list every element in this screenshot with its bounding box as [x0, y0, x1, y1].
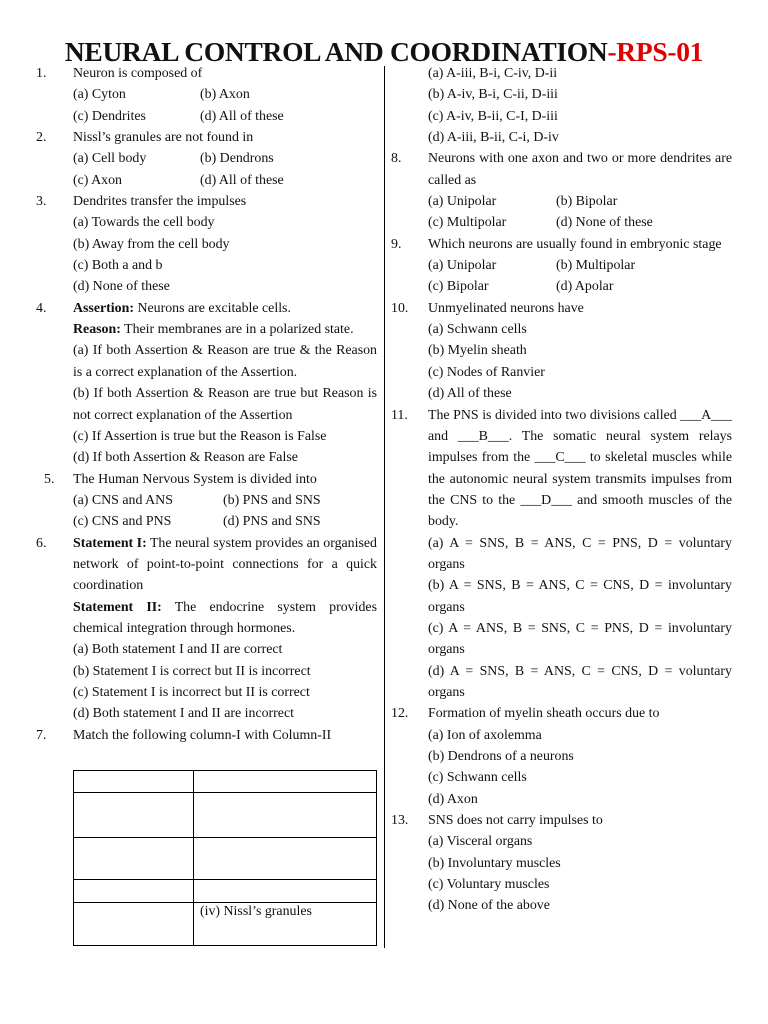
- option-d: (d) None of these: [556, 215, 653, 231]
- question-2: [36, 127, 377, 148]
- option-a: (a) Cell body: [73, 151, 147, 167]
- option-c: (c) A-iv, B-ii, C-I, D-iii: [428, 108, 558, 124]
- right-column: [391, 63, 732, 917]
- option-d: (d) A = SNS, B = ANS, C = CNS, D = voluntary organs: [428, 663, 732, 700]
- option-c: (c) Nodes of Ranvier: [428, 364, 545, 380]
- option-b: (b) If both Assertion & Reason are true but Reason is not correct explanation of the Assertion: [73, 386, 377, 423]
- option-d: (d) PNS and SNS: [223, 514, 321, 530]
- question-text: Dendrites transfer the impulses: [73, 194, 247, 210]
- option-a: (a) A-iii, B-i, C-iv, D-ii: [428, 66, 558, 81]
- question-text: Neurons with one axon and two or more dendrites are called as: [428, 151, 732, 188]
- option-a: (a) Both statement I and II are correct: [73, 642, 283, 658]
- option-d: (d) All of these: [200, 172, 284, 188]
- question-number: 12.: [391, 706, 409, 722]
- option-b: (b) PNS and SNS: [223, 492, 321, 508]
- option-a: (a) Cyton: [73, 87, 126, 103]
- option-b: (b) Myelin sheath: [428, 343, 527, 359]
- question-text: Match the following column-I with Column-II: [73, 727, 332, 743]
- question-number: 1.: [36, 66, 47, 81]
- question-text: Nissl’s granules are not found in: [73, 130, 254, 146]
- option-d: (d) None of the above: [428, 898, 550, 914]
- option-d: (d) Axon: [428, 791, 478, 807]
- question-number: 2.: [36, 130, 47, 146]
- option-d: (d) A-iii, B-ii, C-i, D-iv: [428, 130, 559, 146]
- option-b: (b) Away from the cell body: [73, 236, 230, 252]
- question-1: [36, 63, 377, 84]
- statement-1: [73, 533, 377, 597]
- reason: [73, 319, 377, 340]
- statement-2: [73, 597, 377, 640]
- options-row: [36, 490, 377, 511]
- table-cell: (iv) Nissl’s granules: [194, 903, 377, 946]
- column-divider: [384, 66, 385, 948]
- option-a: (a) CNS and ANS: [73, 492, 173, 508]
- reason-text: Their membranes are in a polarized state.: [120, 322, 354, 338]
- table-cell: [194, 838, 377, 880]
- option-b: (b) A-iv, B-i, C-ii, D-iii: [428, 87, 558, 103]
- options-row: [391, 255, 732, 276]
- question-3: [36, 191, 377, 212]
- option-d: (d) All of these: [428, 386, 512, 402]
- question-number: 6.: [36, 535, 47, 551]
- question-number: 4.: [36, 300, 47, 316]
- assertion-text: Neurons are excitable cells.: [133, 300, 291, 316]
- question-number: 8.: [391, 151, 402, 167]
- question-text: Which neurons are usually found in embryonic stage: [428, 236, 722, 252]
- question-number: 5.: [44, 471, 55, 487]
- assertion-label: Assertion:: [73, 300, 134, 316]
- option-c: (c) CNS and PNS: [73, 514, 172, 530]
- reason-label: Reason:: [73, 322, 121, 338]
- option-a: (a) Visceral organs: [428, 834, 533, 850]
- statement-1-text: The neural system provides an organised network of point-to-point connections for a quick coordination: [73, 535, 377, 594]
- option-c: (c) Axon: [73, 172, 122, 188]
- question-text: Neuron is composed of: [73, 66, 203, 81]
- option-b: (b) Involuntary muscles: [428, 855, 561, 871]
- question-number: 10.: [391, 300, 409, 316]
- title-main: NEURAL CONTROL AND COORDINATION: [64, 36, 608, 67]
- option-a: (a) Ion of axolemma: [428, 727, 542, 743]
- assertion: [73, 298, 377, 319]
- table-cell: [74, 771, 194, 793]
- option-c: (c) Schwann cells: [428, 770, 527, 786]
- option-d: (d) None of these: [73, 279, 170, 295]
- question-6: [36, 533, 377, 725]
- option-c: (c) Voluntary muscles: [428, 877, 550, 893]
- left-column: [36, 63, 377, 746]
- option-c: (c) Dendrites: [73, 108, 146, 124]
- option-c: (c) A = ANS, B = SNS, C = PNS, D = involuntary organs: [428, 620, 732, 658]
- question-number: 7.: [36, 727, 47, 743]
- options-row: [391, 191, 732, 212]
- option-b: (b) Multipolar: [556, 258, 636, 274]
- options-row: [36, 148, 377, 169]
- option-b: (b) Axon: [200, 87, 250, 103]
- statement-2-text: The endocrine system provides chemical integration through hormones.: [73, 599, 377, 636]
- option-a: (a) If both Assertion & Reason are true & the Reason is a correct explanation of the Assertion.: [73, 343, 377, 380]
- option-a: (a) Towards the cell body: [73, 215, 215, 231]
- question-text: Formation of myelin sheath occurs due to: [428, 706, 660, 722]
- question-text: Unmyelinated neurons have: [428, 300, 584, 316]
- options-row: [36, 511, 377, 532]
- table-cell: [74, 903, 194, 946]
- table-cell: [194, 880, 377, 903]
- option-c: (c) If Assertion is true but the Reason is False: [73, 428, 327, 444]
- option-c: (c) Multipolar: [428, 215, 507, 231]
- question-11: [391, 405, 732, 704]
- options-row: [391, 276, 732, 297]
- options-row: [391, 212, 732, 233]
- table-row: [74, 838, 377, 880]
- option-b: (b) Dendrons of a neurons: [428, 749, 574, 764]
- question-number: 9.: [391, 236, 402, 252]
- question-9: [391, 234, 732, 255]
- option-b: (b) Bipolar: [556, 194, 618, 210]
- option-c: (c) Statement I is incorrect but II is correct: [73, 684, 310, 700]
- option-a: (a) Schwann cells: [428, 322, 527, 338]
- question-10: [391, 298, 732, 319]
- statement-1-label: Statement I:: [73, 535, 147, 551]
- option-c: (c) Bipolar: [428, 279, 489, 295]
- question-13: [391, 810, 732, 831]
- question-text: SNS does not carry impulses to: [428, 813, 603, 829]
- option-d: (d) Apolar: [556, 279, 614, 295]
- options-row: [36, 84, 377, 105]
- question-12: [391, 703, 732, 724]
- option-a: (a) A = SNS, B = ANS, C = PNS, D = voluntary organs: [428, 535, 732, 572]
- option-b: (b) Statement I is correct but II is incorrect: [73, 663, 311, 679]
- option-d: (d) If both Assertion & Reason are False: [73, 450, 298, 466]
- question-text: The PNS is divided into two divisions called ___A___ and ___B___. The somatic neural system relays impulses from the ___C___ to skeletal muscles while the autonomic neural system transmits impulses from the CNS to the ___D___ and smooth muscles of the body.: [428, 407, 732, 530]
- options-row: [36, 106, 377, 127]
- table-cell: [74, 793, 194, 838]
- question-4: [36, 298, 377, 469]
- option-b: (b) A = SNS, B = ANS, C = CNS, D = involuntary organs: [428, 578, 732, 615]
- table-cell: [74, 838, 194, 880]
- option-c: (c) Both a and b: [73, 258, 163, 274]
- table-row: [74, 793, 377, 838]
- option-b: (b) Dendrons: [200, 151, 274, 167]
- table-cell: [74, 880, 194, 903]
- table-row: [74, 771, 377, 793]
- table-cell: [194, 793, 377, 838]
- question-text: The Human Nervous System is divided into: [73, 471, 317, 487]
- question-number: 13.: [391, 813, 409, 829]
- question-8: [391, 148, 732, 191]
- table-row: [74, 903, 377, 946]
- options-row: [36, 170, 377, 191]
- statement-2-label: Statement II:: [73, 599, 162, 615]
- question-number: 3.: [36, 194, 47, 210]
- question-7: [36, 725, 377, 746]
- option-d: (d) Both statement I and II are incorrect: [73, 706, 294, 722]
- option-d: (d) All of these: [200, 108, 284, 124]
- question-number: 11.: [391, 407, 408, 423]
- title-code: -RPS-01: [607, 36, 704, 67]
- table-cell: [194, 771, 377, 793]
- question-5: [36, 469, 377, 490]
- match-table: [73, 770, 377, 946]
- table-row: [74, 880, 377, 903]
- option-a: (a) Unipolar: [428, 194, 497, 210]
- option-a: (a) Unipolar: [428, 258, 497, 274]
